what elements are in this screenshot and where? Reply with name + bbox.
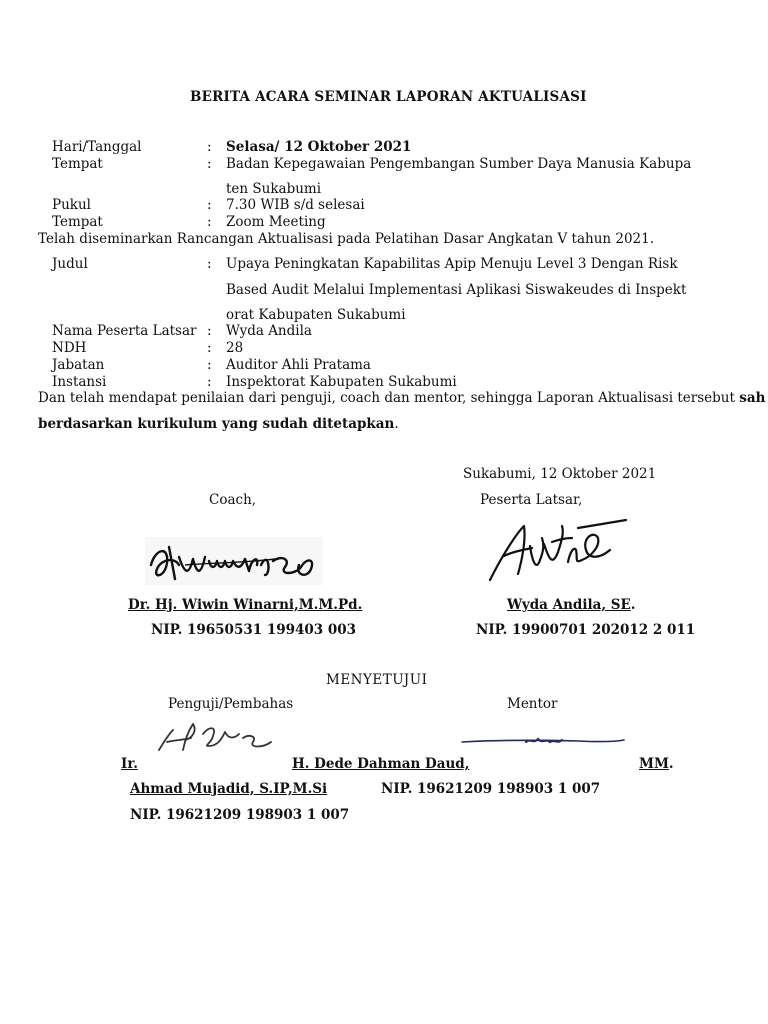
statement-penilaian-text: Dan telah mendapat penilaian dari penguji, coach dan mentor, sehingga Laporan Aktualisasi tersebut <box>38 390 740 406</box>
colon: : <box>207 340 212 356</box>
colon: : <box>207 197 212 213</box>
coach-signature <box>145 535 325 587</box>
penguji-role: Penguji/Pembahas <box>168 696 294 712</box>
value-judul-line3: orat Kabupaten Sukabumi <box>226 307 406 323</box>
value-jabatan: Auditor Ahli Pratama <box>226 357 371 373</box>
place-date: Sukabumi, 12 Oktober 2021 <box>463 466 657 482</box>
colon: : <box>207 357 212 373</box>
mentor-suffix-line <box>639 756 674 772</box>
penguji-signature <box>153 716 283 756</box>
value-judul-line2: Based Audit Melalui Implementasi Aplikasi Siswakeudes di Inspekt <box>226 282 687 298</box>
value-judul-line1: Upaya Peningkatan Kapabilitas Apip Menuju Level 3 Dengan Risk <box>226 256 678 272</box>
penguji-nip: NIP. 19621209 198903 1 007 <box>130 807 350 823</box>
label-tempat-2: Tempat <box>52 214 103 230</box>
value-hari-tanggal: Selasa/ 12 Oktober 2021 <box>226 139 412 155</box>
value-tempat-line1: Badan Kepegawaian Pengembangan Sumber Daya Manusia Kabupa <box>226 156 692 172</box>
peserta-name-line <box>507 597 635 613</box>
label-jabatan: Jabatan <box>52 357 105 373</box>
value-nama-peserta: Wyda Andila <box>226 323 312 339</box>
mentor-role: Mentor <box>507 696 558 712</box>
label-hari-tanggal: Hari/Tanggal <box>52 139 142 155</box>
value-tempat-line2: ten Sukabumi <box>226 181 322 197</box>
mentor-signature <box>458 730 628 754</box>
document-title: BERITA ACARA SEMINAR LAPORAN AKTUALISASI <box>190 89 587 105</box>
peserta-role: Peserta Latsar, <box>480 492 583 508</box>
peserta-nip: NIP. 19900701 202012 2 011 <box>476 622 696 638</box>
colon: : <box>207 156 212 172</box>
label-tempat: Tempat <box>52 156 103 172</box>
colon: : <box>207 214 212 230</box>
coach-nip: NIP. 19650531 199403 003 <box>151 622 357 638</box>
peserta-name-period: . <box>630 597 636 613</box>
statement-sah: sah <box>739 390 766 406</box>
label-instansi: Instansi <box>52 374 107 390</box>
statement-kurikulum: berdasarkan kurikulum yang sudah ditetapkan <box>38 416 395 432</box>
value-pukul: 7.30 WIB s/d selesai <box>226 197 365 213</box>
value-ndh: 28 <box>226 340 244 356</box>
colon: : <box>207 139 212 155</box>
peserta-name: Wyda Andila, SE <box>507 597 631 613</box>
label-ndh: NDH <box>52 340 87 356</box>
mentor-suffix: MM <box>639 756 669 772</box>
penguji-name: Ahmad Mujadid, S.IP,M.Si <box>130 781 328 797</box>
value-instansi: Inspektorat Kabupaten Sukabumi <box>226 374 457 390</box>
colon: : <box>207 323 212 339</box>
mentor-suffix-period: . <box>668 756 674 772</box>
statement-penilaian-line2 <box>38 416 399 432</box>
mentor-nip: NIP. 19621209 198903 1 007 <box>381 781 601 797</box>
statement-penilaian-line1 <box>38 390 765 406</box>
statement-period: . <box>394 416 399 432</box>
coach-role: Coach, <box>209 492 257 508</box>
colon: : <box>207 256 212 272</box>
menyetujui-heading: MENYETUJUI <box>326 672 428 688</box>
penguji-title-prefix: Ir. <box>121 756 138 772</box>
coach-name: Dr. Hj. Wiwin Winarni,M.M.Pd. <box>128 597 363 613</box>
value-tempat-2: Zoom Meeting <box>226 214 326 230</box>
label-judul: Judul <box>52 256 88 272</box>
mentor-name: H. Dede Dahman Daud, <box>292 756 470 772</box>
label-pukul: Pukul <box>52 197 91 213</box>
colon: : <box>207 374 212 390</box>
peserta-signature <box>482 516 632 588</box>
statement-seminar: Telah diseminarkan Rancangan Aktualisasi pada Pelatihan Dasar Angkatan V tahun 2021. <box>38 231 655 247</box>
label-nama-peserta: Nama Peserta Latsar <box>52 323 197 339</box>
